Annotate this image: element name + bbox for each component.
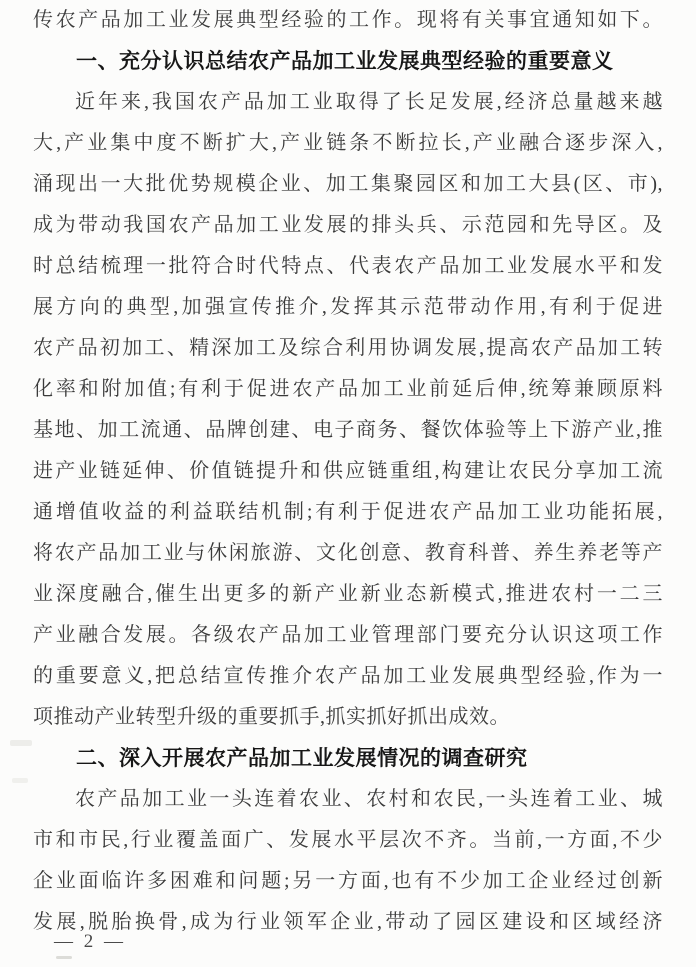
document-body [33, 0, 663, 943]
text-line: 涌现出一大批优势规模企业、加工集聚园区和加工大县(区、市), [33, 173, 663, 195]
scan-artifact [10, 740, 32, 746]
section-heading-1: 一、充分认识总结农产品加工业发展典型经验的重要意义 [76, 49, 614, 73]
scan-artifact [12, 778, 28, 783]
text-line: 农产品初加工、精深加工及综合利用协调发展,提高农产品加工转 [33, 337, 663, 359]
text-line: 通增值收益的利益联结机制;有利于促进农产品加工业功能拓展, [33, 501, 663, 523]
text-line: 发展,脱胎换骨,成为行业领军企业,带动了园区建设和区域经济 [33, 911, 663, 933]
section-heading-2: 二、深入开展农产品加工业发展情况的调查研究 [76, 746, 528, 770]
text-line: 产业融合发展。各级农产品加工业管理部门要充分认识这项工作 [33, 624, 663, 646]
text-line: 大,产业集中度不断扩大,产业链条不断拉长,产业融合逐步深入, [33, 132, 663, 154]
text-line: 基地、加工流通、品牌创建、电子商务、餐饮体验等上下游产业,推 [33, 419, 663, 441]
text-line: 项推动产业转型升级的重要抓手,抓实抓好抓出成效。 [33, 706, 510, 728]
text-line: 市和市民,行业覆盖面广、发展水平层次不齐。当前,一方面,不少 [33, 829, 663, 851]
text-line: 进产业链延伸、价值链提升和供应链重组,构建让农民分享加工流 [33, 460, 663, 482]
text-line: 业深度融合,催生出更多的新产业新业态新模式,推进农村一二三 [33, 583, 663, 605]
text-line: 的重要意义,把总结宣传推介农产品加工业发展典型经验,作为一 [33, 665, 663, 687]
page-number: — 2 — [54, 931, 126, 952]
text-line: 化率和附加值;有利于促进农产品加工业前延后伸,统筹兼顾原料 [33, 378, 663, 400]
text-line: 传农产品加工业发展典型经验的工作。现将有关事宜通知如下。 [33, 9, 663, 31]
text-line: 企业面临许多困难和问题;另一方面,也有不少加工企业经过创新 [33, 870, 663, 892]
text-line: 展方向的典型,加强宣传推介,发挥其示范带动作用,有利于促进 [33, 296, 663, 318]
text-line: 近年来,我国农产品加工业取得了长足发展,经济总量越来越 [75, 91, 663, 113]
scan-artifact [56, 956, 72, 959]
text-line: 将农产品加工业与休闲旅游、文化创意、教育科普、养生养老等产 [33, 542, 663, 564]
text-line: 成为带动我国农产品加工业发展的排头兵、示范园和先导区。及 [33, 214, 663, 236]
text-line: 农产品加工业一头连着农业、农村和农民,一头连着工业、城 [75, 788, 663, 810]
text-line: 时总结梳理一批符合时代特点、代表农产品加工业发展水平和发 [33, 255, 663, 277]
